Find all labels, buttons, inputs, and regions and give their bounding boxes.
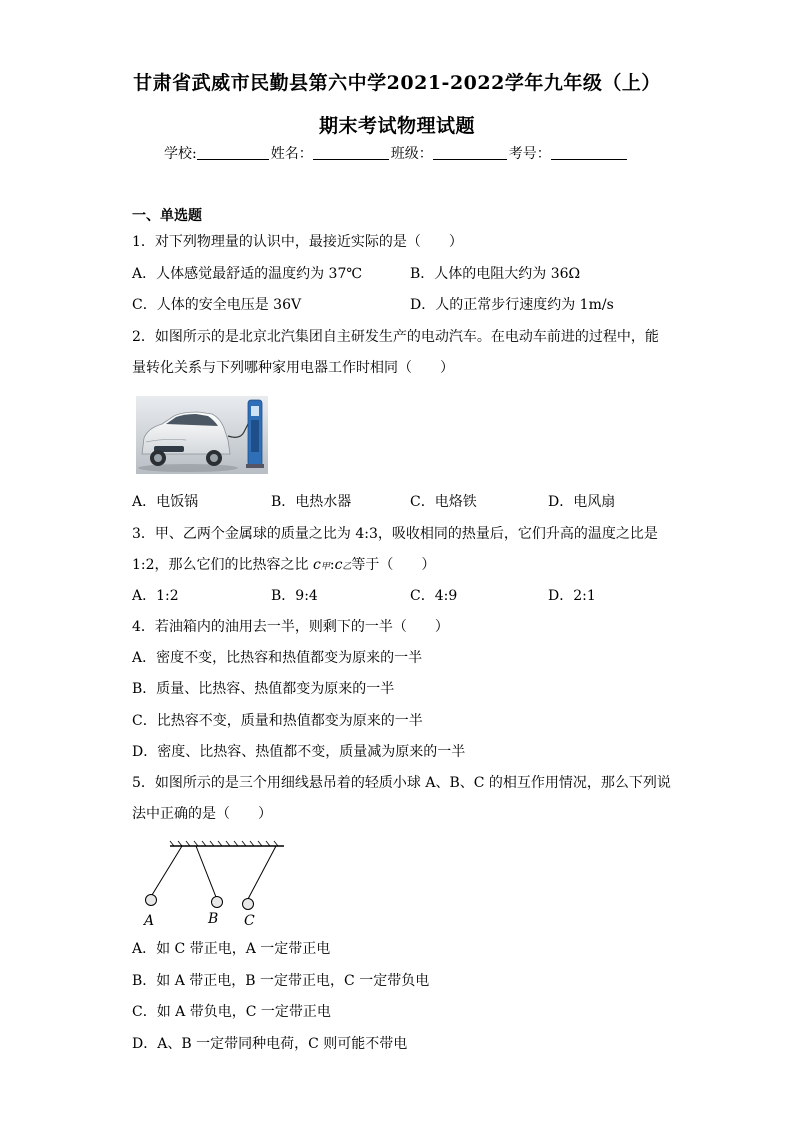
school-label: 学校: — [164, 146, 197, 162]
q3-option-d: D．2:1 — [548, 588, 596, 604]
q5-option-b: B．如 A 带正电，B 一定带正电，C 一定带负电 — [132, 973, 430, 989]
ceiling-support — [170, 841, 284, 846]
ball-b — [212, 897, 223, 908]
q3-option-c: C．4:9 — [410, 588, 458, 604]
hanging-balls-diagram — [136, 836, 288, 932]
q1-option-a: A．人体感觉最舒适的温度约为 37℃ — [132, 266, 363, 282]
q5-option-d: D．A、B 一定带同种电荷，C 则可能不带电 — [132, 1036, 408, 1052]
exam-number-blank[interactable] — [551, 145, 627, 160]
thread-c — [248, 846, 276, 899]
thread-a — [152, 846, 182, 895]
question-5-stem-line-1: 5．如图所示的是三个用细线悬吊着的轻质小球 A、B、C 的相互作用情况，那么下列说 — [132, 775, 671, 791]
student-info-line — [164, 143, 629, 163]
class-label: 班级： — [390, 146, 433, 162]
question-2-stem-line-2: 量转化关系与下列哪种家用电器工作时相同（ ） — [132, 360, 454, 376]
exam-number-label: 考号： — [508, 146, 551, 162]
ball-a — [146, 895, 157, 906]
q1-option-c: C．人体的安全电压是 36V — [132, 297, 302, 313]
q4-option-b: B．质量、比热容、热值都变为原来的一半 — [132, 681, 395, 697]
label-a: A — [144, 913, 155, 929]
q4-option-c: C．比热容不变，质量和热值都变为原来的一半 — [132, 713, 423, 729]
class-blank[interactable] — [433, 145, 507, 160]
q3-option-b: B．9:4 — [271, 588, 318, 604]
name-label: 姓名： — [270, 146, 313, 162]
q2-option-d: D．电风扇 — [548, 494, 616, 510]
q1-option-d: D．人的正常步行速度约为 1m/s — [410, 297, 614, 313]
q3-stem-tail: 等于（ ） — [351, 557, 436, 573]
q3-sub2: 乙 — [342, 562, 352, 572]
q3-c1: c — [312, 557, 321, 573]
q1-option-b: B．人体的电阻大约为 36Ω — [410, 266, 581, 282]
title-line-1: 甘肃省武威市民勤县第六中学2021-2022学年九年级（上） — [133, 72, 661, 94]
question-2-stem-line-1: 2．如图所示的是北京北汽集团自主研发生产的电动汽车。在电动车前进的过程中，能 — [132, 329, 659, 345]
question-5-stem-line-2: 法中正确的是（ ） — [132, 806, 272, 822]
q5-option-c: C．如 A 带负电，C 一定带正电 — [132, 1004, 331, 1020]
q3-c2: c — [334, 557, 343, 573]
q2-option-a: A．电饭锅 — [132, 494, 199, 510]
section-title: 一、单选题 — [132, 208, 202, 224]
label-c: C — [244, 913, 255, 929]
school-blank[interactable] — [197, 145, 269, 160]
q2-option-b: B．电热水器 — [271, 494, 352, 510]
question-3-stem-line-2 — [132, 555, 435, 577]
electric-car-charging-photo — [136, 396, 268, 474]
q4-option-a: A．密度不变，比热容和热值都变为原来的一半 — [132, 650, 423, 666]
q2-option-c: C．电烙铁 — [410, 494, 477, 510]
ball-c — [243, 899, 254, 910]
title-line-2: 期末考试物理试题 — [318, 115, 475, 137]
q5-option-a: A．如 C 带正电，A 一定带正电 — [132, 941, 331, 957]
q4-option-d: D．密度、比热容、热值都不变，质量减为原来的一半 — [132, 744, 466, 760]
thread-b — [196, 846, 216, 897]
name-blank[interactable] — [313, 145, 389, 160]
label-b: B — [208, 911, 219, 927]
question-1-stem: 1．对下列物理量的认识中，最接近实际的是（ ） — [132, 234, 463, 250]
q3-option-a: A．1:2 — [132, 588, 179, 604]
q3-stem-text: 1:2，那么它们的比热容之比 — [132, 557, 313, 573]
question-3-stem-line-1: 3．甲、乙两个金属球的质量之比为 4:3，吸收相同的热量后，它们升高的温度之比是 — [132, 526, 658, 542]
question-4-stem: 4．若油箱内的油用去一半，则剩下的一半（ ） — [132, 619, 449, 635]
q3-sub1: 甲 — [320, 562, 330, 572]
q3-colon: : — [329, 557, 335, 573]
